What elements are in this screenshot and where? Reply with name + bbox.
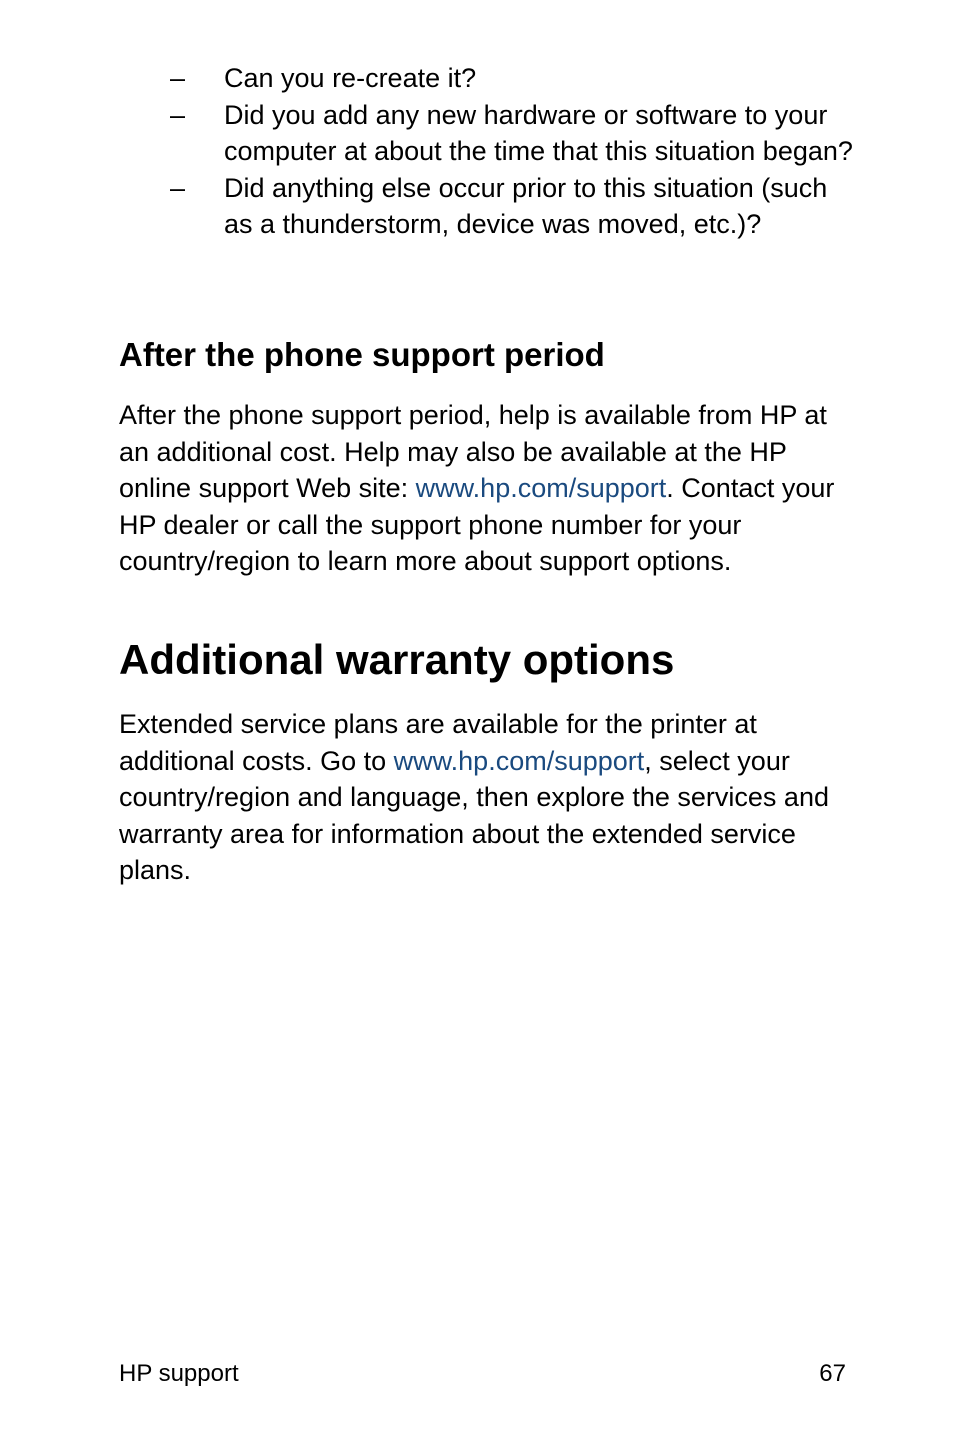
- paragraph-text: Extended service plans are available for the printer at additional costs. Go to: [119, 709, 757, 776]
- list-item: [170, 60, 860, 97]
- list-item-text: Did you add any new hardware or software to your computer at about the time that this situation began?: [224, 99, 853, 166]
- support-link[interactable]: www.hp.com/support: [393, 745, 645, 776]
- page-number: 67: [819, 1360, 846, 1387]
- warranty-paragraph: [119, 706, 854, 889]
- section-heading-warranty-options: Additional warranty options: [119, 636, 675, 683]
- paragraph-text: , select your country/region and language, then explore the services and warranty area for information about the extended service plans.: [119, 745, 829, 885]
- dash-marker: –: [170, 99, 186, 130]
- support-link[interactable]: www.hp.com/support: [415, 473, 667, 503]
- after-support-paragraph: [119, 397, 854, 580]
- list-item-text: Can you re-create it?: [224, 63, 477, 93]
- dash-marker: –: [170, 172, 186, 203]
- dash-marker: –: [170, 63, 186, 93]
- list-item: [170, 170, 860, 243]
- paragraph-text: . Contact your HP dealer or call the support phone number for your country/region to learn more about support options.: [119, 473, 835, 576]
- section-heading-after-phone-support: After the phone support period: [119, 336, 605, 373]
- list-item-text: Did anything else occur prior to this situation (such as a thunderstorm, device was moved, etc.)?: [224, 172, 828, 239]
- question-list: [170, 60, 860, 243]
- list-item: [170, 97, 860, 170]
- paragraph-text: After the phone support period, help is available from HP at an additional cost. Help may also be available at the HP online support Web site:: [119, 400, 827, 503]
- footer-section-name: HP support: [119, 1360, 239, 1387]
